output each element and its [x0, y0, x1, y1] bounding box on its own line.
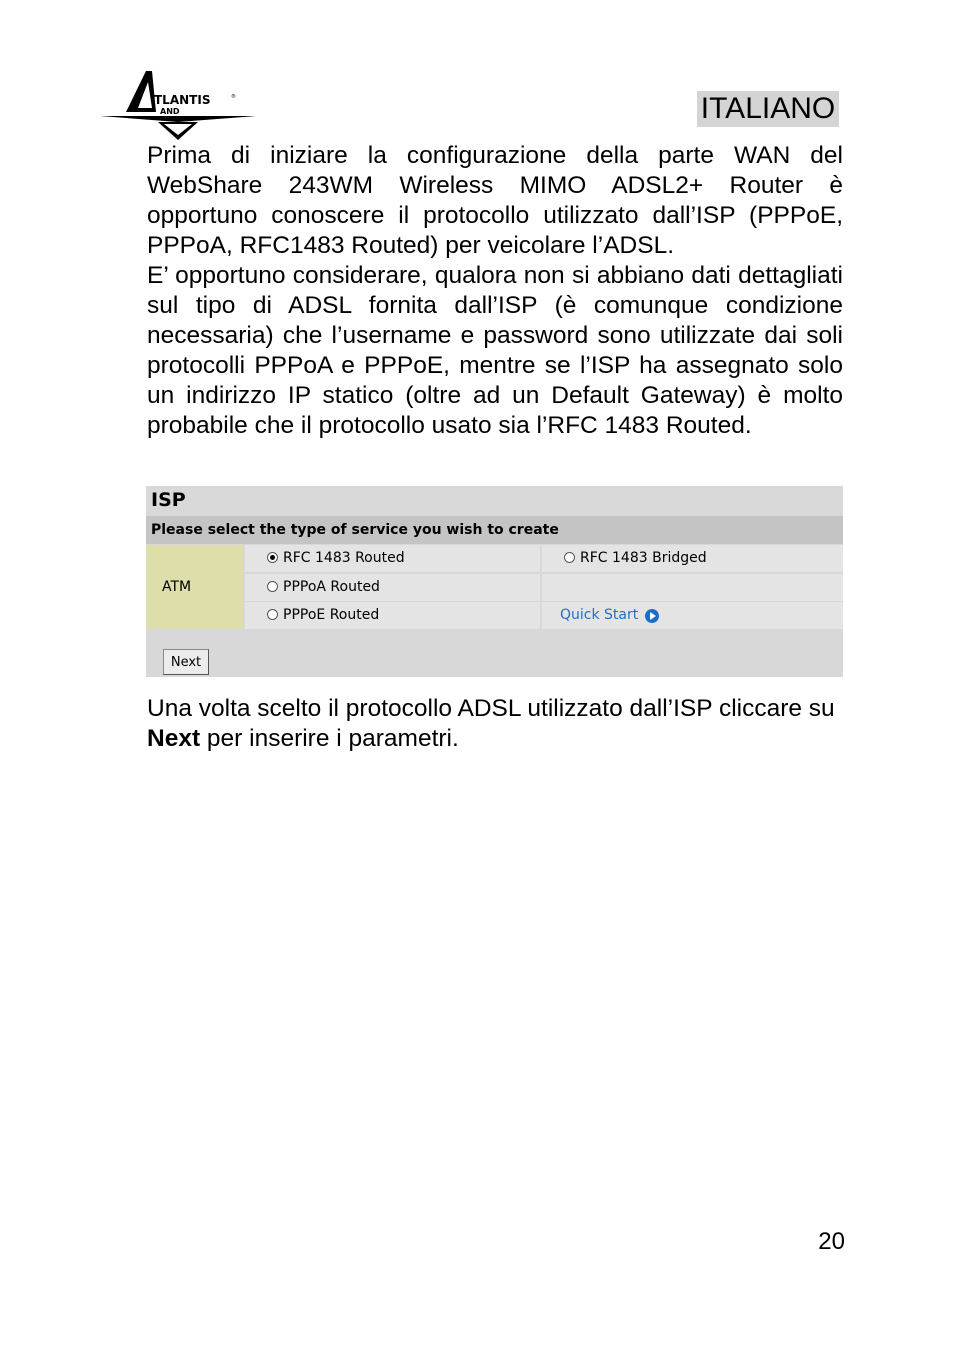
play-arrow-icon[interactable] — [645, 609, 659, 623]
quick-start-cell — [542, 602, 843, 629]
isp-subtitle: Please select the type of service you wish to create — [146, 516, 843, 544]
svg-text:®: ® — [231, 94, 236, 100]
radio-icon[interactable] — [267, 581, 278, 592]
radio-selected-icon[interactable] — [267, 552, 278, 563]
note-paragraph — [147, 261, 843, 441]
option-rfc1483-routed[interactable] — [245, 545, 540, 572]
option-label: RFC 1483 Bridged — [580, 550, 707, 566]
option-label: PPPoE Routed — [283, 607, 380, 623]
paragraph-text: Prima di iniziare la configurazione della parte WAN del WebShare 243WM Wireless MIMO ADSL2+ Router è opportuno conoscere il protocollo utilizzato dall’ISP (PPPoE, PPPoA, RFC1483 Routed) per veicolare l’ADSL. — [147, 142, 843, 259]
instruction-paragraph — [147, 694, 843, 754]
option-pppoe-routed[interactable] — [245, 602, 540, 629]
next-button[interactable]: Next — [163, 649, 209, 675]
isp-title: ISP — [146, 486, 843, 515]
option-label: RFC 1483 Routed — [283, 550, 405, 566]
page-number: 20 — [818, 1228, 845, 1255]
quick-start-link[interactable]: Quick Start — [560, 607, 639, 623]
option-pppoa-routed[interactable] — [245, 574, 540, 601]
isp-screenshot-panel — [146, 486, 843, 677]
language-label: ITALIANO — [697, 91, 839, 127]
paragraph-text: E’ opportuno considerare, qualora non si abbiano dati dettagliati sul tipo di ADSL fornita dall’ISP (è comunque condizione necessaria) che l’username e password sono utilizzate dai soli protocolli PPPoA e PPPoE, mentre se l’ISP ha assegnato solo un indirizzo IP statico (oltre ad un Default Gateway) è molto probabile che il protocollo usato sia l’RFC 1483 Routed. — [147, 262, 843, 439]
svg-text:AND: AND — [160, 107, 180, 116]
text-span: Una volta scelto il protocollo ADSL utilizzato dall’ISP cliccare su — [147, 695, 835, 722]
next-emphasis: Next — [147, 725, 201, 752]
radio-icon[interactable] — [267, 609, 278, 620]
empty-cell — [542, 574, 843, 601]
text-span: per inserire i parametri. — [200, 725, 459, 752]
intro-paragraph — [147, 141, 843, 261]
option-label: PPPoA Routed — [283, 579, 380, 595]
svg-text:TLANTIS: TLANTIS — [154, 93, 211, 107]
atlantis-logo — [98, 68, 258, 142]
option-rfc1483-bridged[interactable] — [542, 545, 843, 572]
atm-category-cell: ATM — [146, 545, 243, 629]
radio-icon[interactable] — [564, 552, 575, 563]
paragraph-text — [147, 694, 843, 754]
